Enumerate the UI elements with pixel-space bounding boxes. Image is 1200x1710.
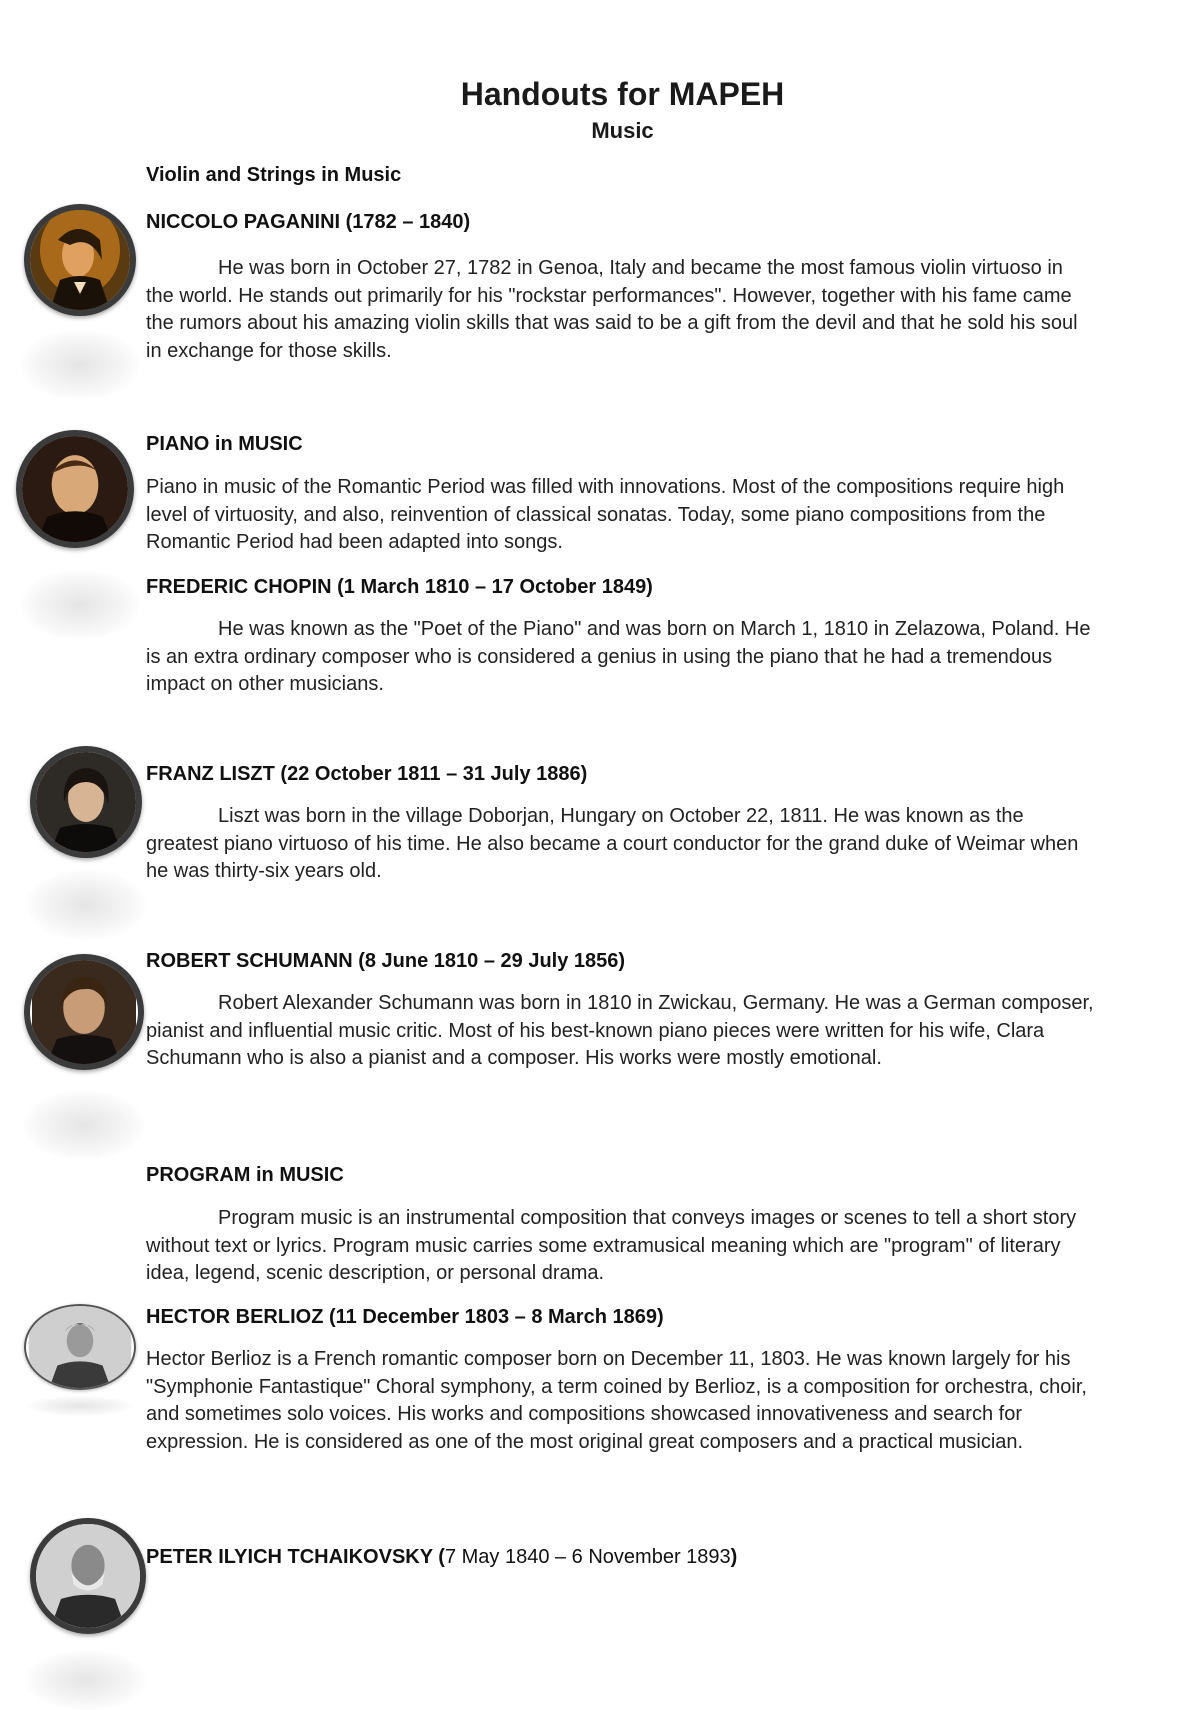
tchaikovsky-name: PETER ILYICH TCHAIKOVSKY ( [146, 1546, 445, 1568]
section-heading-chopin: FREDERIC CHOPIN (1 March 1810 – 17 October 1849) [146, 576, 653, 598]
tchaikovsky-close: ) [730, 1546, 738, 1568]
berlioz-portrait-icon [24, 1304, 136, 1390]
section-heading-piano: PIANO in MUSIC [146, 433, 303, 455]
paragraph-paganini: He was born in October 27, 1782 in Genoa, Italy and became the most famous violin virtuoso in the world. He stands out primarily for his "rockstar performances". However, together with his fame came the rumors about his amazing violin skills that was said to be a gift from the devil and that he sold his soul in exchange for those skills. [146, 257, 1078, 362]
chopin-shadow [20, 570, 140, 640]
paganini-shadow [20, 330, 140, 400]
paragraph-berlioz: Hector Berlioz is a French romantic composer born on December 11, 1803. He was known largely for his "Symphonie Fantastique" Choral symphony, a term coined by Berlioz, is a composition for orchestra, choir, and sometimes solo voices. His works and compositions showcased innovativeness and search for expression. He is considered as one of the most original great composers and a practical musician. [146, 1348, 1087, 1453]
tchaikovsky-portrait-icon [30, 1518, 146, 1634]
paragraph-schumann: Robert Alexander Schumann was born in 1810 in Zwickau, Germany. He was a German composer, pianist and influential music critic. Most of his best-known piano pieces were written for his wife, Clara Schumann who is also a pianist and a composer. His works were mostly emotional. [146, 992, 1094, 1069]
section-heading-schumann: ROBERT SCHUMANN (8 June 1810 – 29 July 1856) [146, 950, 626, 972]
paragraph-chopin: He was known as the "Poet of the Piano" and was born on March 1, 1810 in Zelazowa, Poland. He is an extra ordinary composer who is considered a genius in using the piano that he had a tremendous impact on other musicians. [146, 618, 1091, 695]
paganini-portrait-icon [24, 204, 136, 316]
paragraph-piano: Piano in music of the Romantic Period was filled with innovations. Most of the compositions require high level of virtuosity, and also, reinvention of classical sonatas. Today, some piano compositions from the Romantic Period had been adapted into songs. [146, 476, 1065, 553]
page-subtitle: Music [591, 118, 654, 143]
paragraph-liszt: Liszt was born in the village Doborjan, Hungary on October 22, 1811. He was known as the greatest piano virtuoso of his time. He also became a court conductor for the grand duke of Weimar when he was thirty-six years old. [146, 805, 1079, 882]
section-heading-program: PROGRAM in MUSIC [146, 1164, 344, 1186]
tchaikovsky-shadow [26, 1650, 146, 1710]
chopin-portrait-icon [16, 430, 134, 548]
section-heading-violin: Violin and Strings in Music [146, 164, 402, 186]
section-heading-berlioz: HECTOR BERLIOZ (11 December 1803 – 8 March 1869) [146, 1306, 664, 1328]
berlioz-shadow [28, 1396, 132, 1416]
section-heading-liszt: FRANZ LISZT (22 October 1811 – 31 July 1886) [146, 763, 588, 785]
schumann-shadow [24, 1090, 144, 1160]
paragraph-program: Program music is an instrumental composition that conveys images or scenes to tell a short story without text or lyrics. Program music carries some extramusical meaning which are "program" of literary idea, legend, scenic description, or personal drama. [146, 1207, 1077, 1284]
page-title: Handouts for MAPEH [460, 76, 785, 112]
liszt-shadow [26, 870, 146, 940]
section-heading-paganini: NICCOLO PAGANINI (1782 – 1840) [146, 211, 471, 233]
schumann-portrait-icon [24, 954, 144, 1070]
tchaikovsky-dates: 7 May 1840 – 6 November 1893 [444, 1546, 731, 1568]
liszt-portrait-icon [30, 746, 142, 858]
section-heading-tchaikovsky [146, 1546, 737, 1569]
